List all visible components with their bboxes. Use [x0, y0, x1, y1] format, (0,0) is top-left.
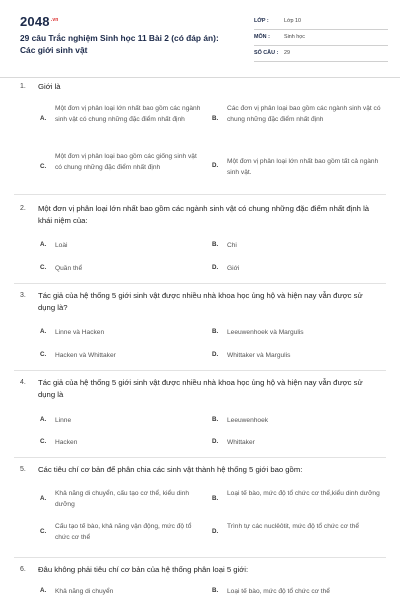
option-letter: C.: [40, 528, 47, 535]
option-letter: A.: [40, 241, 47, 248]
question-number: 5.: [20, 466, 26, 473]
question-divider: [14, 194, 386, 195]
logo-suffix: .vn: [50, 16, 59, 23]
option-text: Whittaker và Margulis: [227, 352, 291, 359]
question-text: Tác giả của hệ thống 5 giới sinh vật được nhiều nhà khoa học ủng hộ và hiện nay vẫn được sử dụng là?: [38, 291, 363, 312]
option-text: Hacken: [55, 439, 78, 446]
logo-text: 2048: [20, 14, 50, 29]
option-letter: B.: [212, 495, 219, 502]
question-text: Giới là: [38, 82, 61, 91]
option-text: Leeuwenhoek: [227, 417, 269, 424]
question-divider: [14, 283, 386, 284]
question-number: 6.: [20, 566, 26, 573]
option-letter: A.: [40, 328, 47, 335]
meta-row-class: [254, 14, 388, 30]
option-text: Loài: [55, 242, 68, 249]
option-text: Một đơn vị phân loại lớn nhất bao gồm tất cả ngành sinh vật.: [227, 158, 379, 176]
option-text: Một đơn vị phân loại bao gồm các giống sinh vật có chung những đặc điểm nhất định: [55, 153, 197, 171]
question-divider: [14, 557, 386, 558]
option-text: Hacken và Whittaker: [55, 352, 116, 359]
option-letter: D.: [212, 528, 219, 535]
option-letter: B.: [212, 115, 219, 122]
option-letter: C.: [40, 351, 47, 358]
meta-key: SỐ CÂU :: [254, 50, 279, 56]
option-text: Leeuwenhoek và Margulis: [227, 329, 304, 336]
option-letter: D.: [212, 162, 219, 169]
option-letter: A.: [40, 587, 47, 594]
option-letter: B.: [212, 241, 219, 248]
option-text: Linne và Hacken: [55, 329, 105, 336]
question-text: Đâu không phải tiêu chí cơ bản của hệ thống phân loại 5 giới:: [38, 565, 249, 574]
meta-row-count: [254, 46, 388, 62]
option-letter: D.: [212, 264, 219, 271]
option-text: Quần thể: [55, 265, 83, 272]
site-logo[interactable]: [20, 14, 59, 29]
option-text: Giới: [227, 265, 240, 272]
option-letter: A.: [40, 416, 47, 423]
option-text: Chi: [227, 242, 237, 249]
option-text: Linne: [55, 417, 72, 424]
meta-key: LỚP :: [254, 18, 269, 24]
question-text: Một đơn vị phân loại lớn nhất bao gồm các ngành sinh vật có chung những đặc điểm nhất định là khái niệm của:: [38, 204, 370, 225]
option-text: Cấu tạo tế bào, khả năng vận động, mức độ tổ chức cơ thể: [55, 523, 192, 541]
meta-value: 29: [284, 50, 290, 56]
option-text: Một đơn vị phân loại lớn nhất bao gồm các ngành sinh vật có chung những đặc điểm nhất định: [55, 105, 201, 123]
option-letter: B.: [212, 587, 219, 594]
question-divider: [14, 457, 386, 458]
option-letter: B.: [212, 328, 219, 335]
question-text: Tác giả của hệ thống 5 giới sinh vật được nhiều nhà khoa học ủng hộ và hiện nay vẫn được sử dụng là: [38, 378, 363, 399]
meta-value: Sinh học: [284, 34, 305, 40]
option-letter: A.: [40, 495, 47, 502]
option-text: Loại tế bào, mức độ tổ chức cơ thể: [227, 588, 330, 595]
option-letter: D.: [212, 351, 219, 358]
option-text: Khả năng di chuyển, cấu tạo cơ thể, kiểu dinh dưỡng: [55, 490, 190, 508]
option-text: Khả năng di chuyển: [55, 588, 114, 595]
question-number: 1.: [20, 83, 26, 90]
meta-row-subject: [254, 30, 388, 46]
option-text: Loại tế bào, mức độ tổ chức cơ thể,kiểu dinh dưỡng: [227, 490, 380, 497]
meta-value: Lớp 10: [284, 18, 302, 24]
option-letter: D.: [212, 438, 219, 445]
option-letter: B.: [212, 416, 219, 423]
option-letter: C.: [40, 163, 47, 170]
meta-key: MÔN :: [254, 34, 270, 40]
question-divider: [14, 370, 386, 371]
question-number: 3.: [20, 292, 26, 299]
option-text: Các đơn vị phân loại bao gồm các ngành sinh vật có chung những đặc điểm nhất định: [227, 105, 381, 123]
document-header: [0, 0, 400, 78]
document-title: 29 câu Trắc nghiệm Sinh học 11 Bài 2 (có đáp án): Các giới sinh vật: [20, 33, 219, 55]
option-letter: C.: [40, 438, 47, 445]
option-letter: A.: [40, 115, 47, 122]
question-text: Các tiêu chí cơ bản để phân chia các sinh vật thành hệ thống 5 giới bao gồm:: [38, 465, 303, 474]
option-text: Trình tự các nuclêôtit, mức độ tổ chức cơ thể: [227, 523, 360, 530]
option-text: Whittaker: [227, 439, 255, 446]
question-number: 4.: [20, 379, 26, 386]
question-number: 2.: [20, 205, 26, 212]
option-letter: C.: [40, 264, 47, 271]
